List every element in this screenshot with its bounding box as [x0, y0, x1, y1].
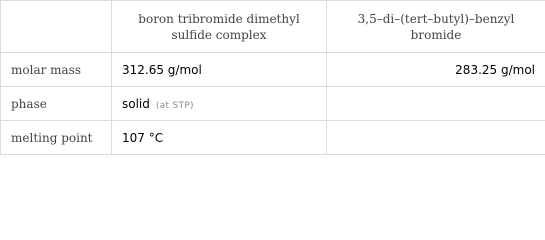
table-row-melting-point — [1, 121, 545, 155]
molar-mass-compound-1: 312.65 g/mol — [112, 53, 327, 87]
header-row — [1, 1, 545, 53]
phase-condition-note: (at STP) — [155, 100, 194, 111]
row-label-melting-point: melting point — [1, 121, 112, 155]
molar-mass-compound-2: 283.25 g/mol — [327, 53, 545, 87]
table-row-phase — [1, 87, 545, 121]
phase-compound-1-cell — [112, 87, 327, 121]
phase-compound-1: solid — [122, 96, 150, 111]
row-label-phase: phase — [1, 87, 112, 121]
corner-cell — [1, 1, 112, 53]
table-row-molar-mass — [1, 53, 545, 87]
column-header-compound-2: 3,5–di–(tert–butyl)–benzyl bromide — [327, 1, 545, 53]
melting-point-compound-1: 107 °C — [112, 121, 327, 155]
column-header-compound-1: boron tribromide dimethyl sulfide complex — [112, 1, 327, 53]
melting-point-compound-2 — [327, 121, 545, 155]
phase-compound-2 — [327, 87, 545, 121]
row-label-molar-mass: molar mass — [1, 53, 112, 87]
